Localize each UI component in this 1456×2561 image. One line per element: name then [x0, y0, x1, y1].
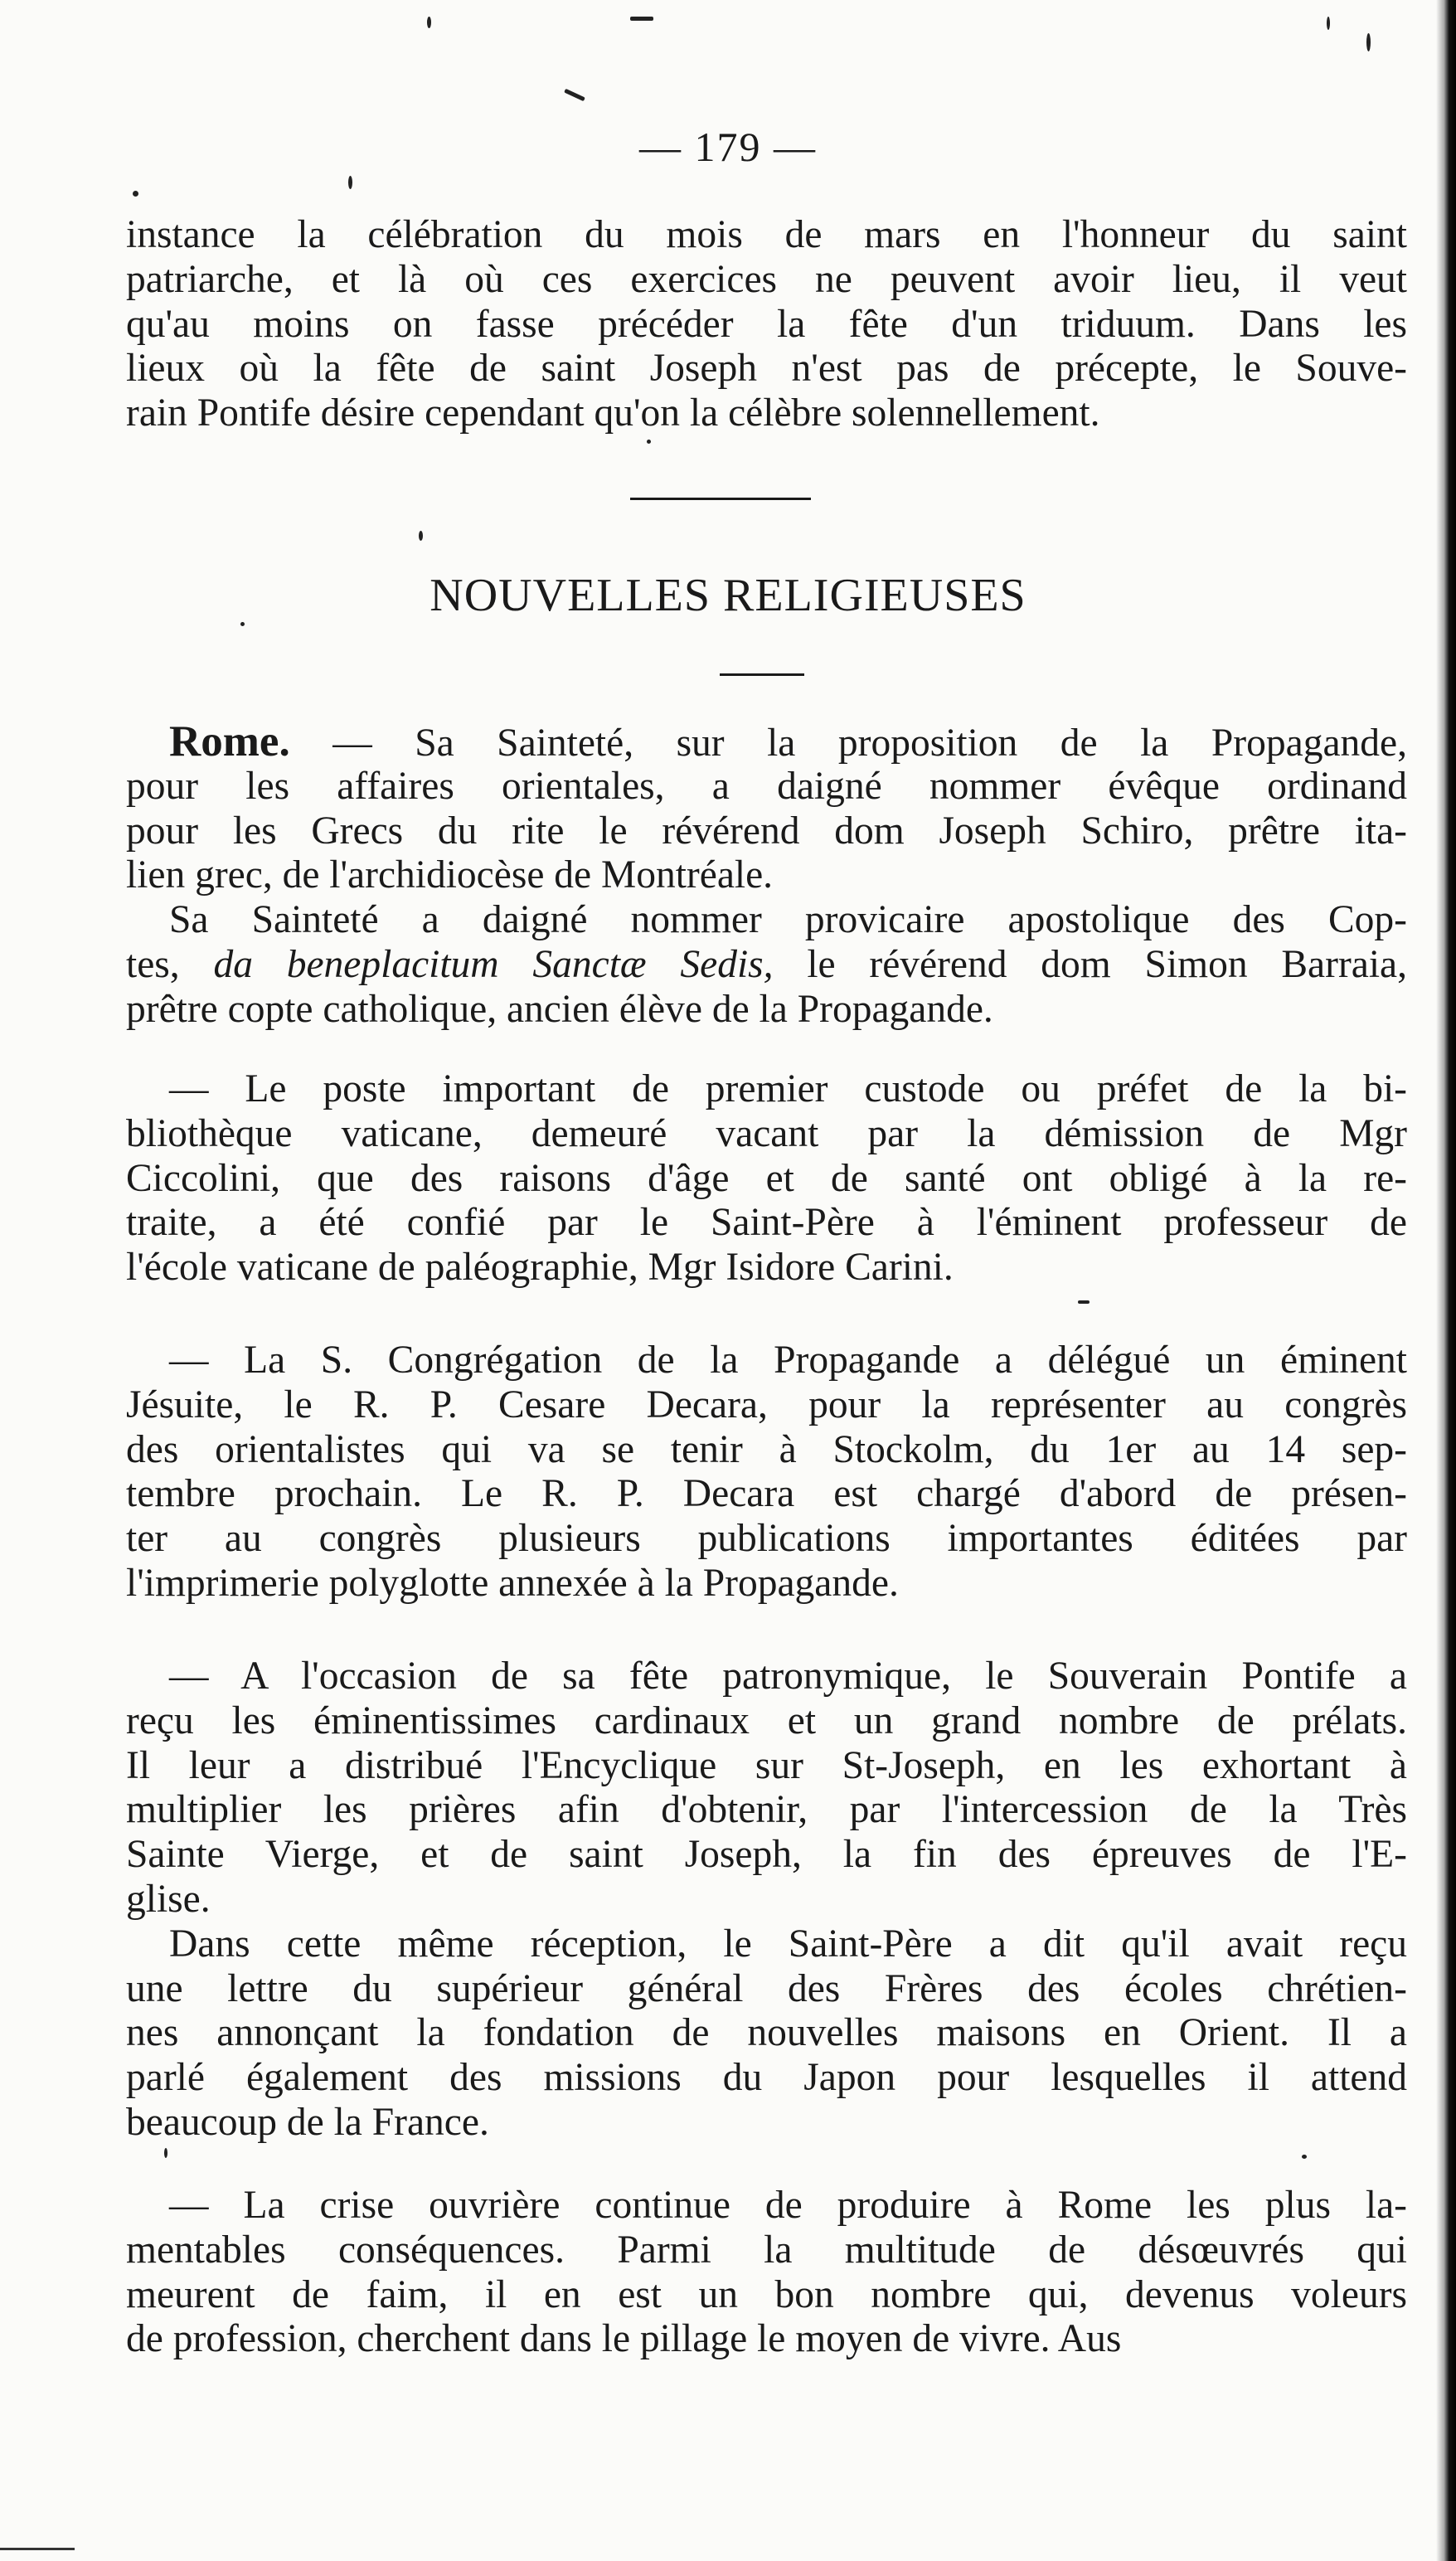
text-line: qu'au moins on fasse précéder la fête d'un triduum. Dans les: [126, 302, 1407, 346]
text-line: Sa Sainteté a daigné nommer provicaire apostolique des Cop-: [169, 898, 1407, 942]
scan-speck: [647, 440, 651, 444]
text-line: nes annonçant la fondation de nouvelles maisons en Orient. Il a: [126, 2011, 1407, 2055]
text-line: — A l'occasion de sa fête patronymique, le Souverain Pontife a: [169, 1655, 1407, 1698]
bibliotheque-paragraph: [126, 1067, 1407, 1290]
scan-speck: [630, 17, 653, 21]
text-line: reçu les éminentissimes cardinaux et un grand nombre de prélats.: [126, 1698, 1407, 1742]
text-line: pour les affaires orientales, a daigné nommer évêque ordinand: [126, 764, 1407, 808]
page-number: — 179 —: [639, 124, 817, 170]
text-line: Ciccolini, que des raisons d'âge et de santé ont obligé à la re-: [126, 1156, 1407, 1200]
scan-bottom-mark: [0, 2548, 75, 2550]
text-line: [126, 720, 1407, 765]
text-line: Sainte Vierge, et de saint Joseph, la fin des épreuves de l'E-: [126, 1833, 1407, 1877]
scan-binding-edge: [1444, 0, 1456, 2561]
text-line: patriarche, et là où ces exercices ne peuvent avoir lieu, il veut: [126, 257, 1407, 301]
scan-speck: [164, 2148, 167, 2158]
text-line: parlé également des missions du Japon pour lesquelles il attend: [126, 2056, 1407, 2100]
text-line: instance la célébration du mois de mars en l'honneur du saint: [126, 213, 1407, 256]
scan-speck: [419, 531, 423, 541]
text-line: l'école vaticane de paléographie, Mgr Isidore Carini.: [126, 1246, 954, 1290]
text-line: prêtre copte catholique, ancien élève de la Propagande.: [126, 987, 993, 1031]
crise-paragraph: [126, 2184, 1407, 2362]
text-fragment: le révérend dom Simon Barraia,: [773, 942, 1407, 986]
text-line: lien grec, de l'archidiocèse de Montréale.: [126, 853, 774, 897]
scan-speck: [564, 89, 585, 102]
latin-phrase: da beneplacitum Sanctæ Sedis,: [213, 942, 774, 986]
text-line: Il leur a distribué l'Encyclique sur St-Joseph, en les exhortant à: [126, 1743, 1407, 1787]
text-line: une lettre du supérieur général des Frères des écoles chrétien-: [126, 1966, 1407, 2010]
scan-speck: [1366, 33, 1371, 51]
scan-speck: [1327, 17, 1330, 30]
scan-speck: [1302, 2155, 1307, 2159]
fete-paragraph: [126, 1655, 1407, 2146]
text-line: rain Pontife désire cependant qu'on la célèbre solennellement.: [126, 391, 1100, 435]
scan-edge-shadow: [1436, 0, 1444, 2561]
rome-label: Rome.: [169, 720, 290, 765]
text-line: tembre prochain. Le R. P. Decara est chargé d'abord de présen-: [126, 1472, 1407, 1516]
text-line: — La crise ouvrière continue de produire à Rome les plus la-: [169, 2184, 1407, 2227]
intro-paragraph: [126, 213, 1407, 436]
text-line: ter au congrès plusieurs publications importantes éditées par: [126, 1517, 1407, 1561]
text-line: multiplier les prières afin d'obtenir, par l'intercession de la Très: [126, 1788, 1407, 1832]
text-fragment: — Sa Sainteté, sur la proposition de la Propagande,: [289, 722, 1407, 765]
scan-speck: [1078, 1300, 1090, 1304]
scan-speck: [348, 176, 352, 189]
text-line: traite, a été confié par le Saint-Père à l'éminent professeur de: [126, 1201, 1407, 1245]
text-line: des orientalistes qui va se tenir à Stockolm, du 1er au 14 sep-: [126, 1427, 1407, 1471]
section-title: NOUVELLES RELIGIEUSES: [430, 570, 1026, 621]
text-line: l'imprimerie polyglotte annexée à la Propagande.: [126, 1561, 899, 1605]
text-line: mentables conséquences. Parmi la multitude de désœuvrés qui: [126, 2228, 1407, 2272]
text-line: de profession, cherchent dans le pillage le moyen de vivre. Aus: [126, 2317, 1122, 2361]
scan-speck: [133, 191, 138, 197]
rome-paragraph: [126, 720, 1407, 1033]
congregation-paragraph: [126, 1339, 1407, 1606]
section-divider-bottom: [720, 673, 804, 676]
text-line: pour les Grecs du rite le révérend dom Joseph Schiro, prêtre ita-: [126, 809, 1407, 853]
text-line: Jésuite, le R. P. Cesare Decara, pour la représenter au congrès: [126, 1383, 1407, 1426]
text-line: [126, 943, 1407, 988]
text-line: glise.: [126, 1877, 211, 1921]
text-line: — Le poste important de premier custode ou préfet de la bi-: [169, 1067, 1407, 1110]
scan-speck: [427, 17, 431, 28]
section-divider-top: [630, 498, 811, 500]
text-line: lieux où la fête de saint Joseph n'est pas de précepte, le Souve-: [126, 347, 1407, 391]
text-line: — La S. Congrégation de la Propagande a délégué un éminent: [169, 1339, 1407, 1382]
text-line: beaucoup de la France.: [126, 2100, 489, 2144]
text-fragment: tes,: [126, 942, 214, 986]
text-line: Dans cette même réception, le Saint-Père a dit qu'il avait reçu: [169, 1922, 1407, 1966]
text-line: bliothèque vaticane, demeuré vacant par la démission de Mgr: [126, 1111, 1407, 1155]
text-line: meurent de faim, il en est un bon nombre qui, devenus voleurs: [126, 2272, 1407, 2316]
scan-speck: [240, 622, 245, 626]
